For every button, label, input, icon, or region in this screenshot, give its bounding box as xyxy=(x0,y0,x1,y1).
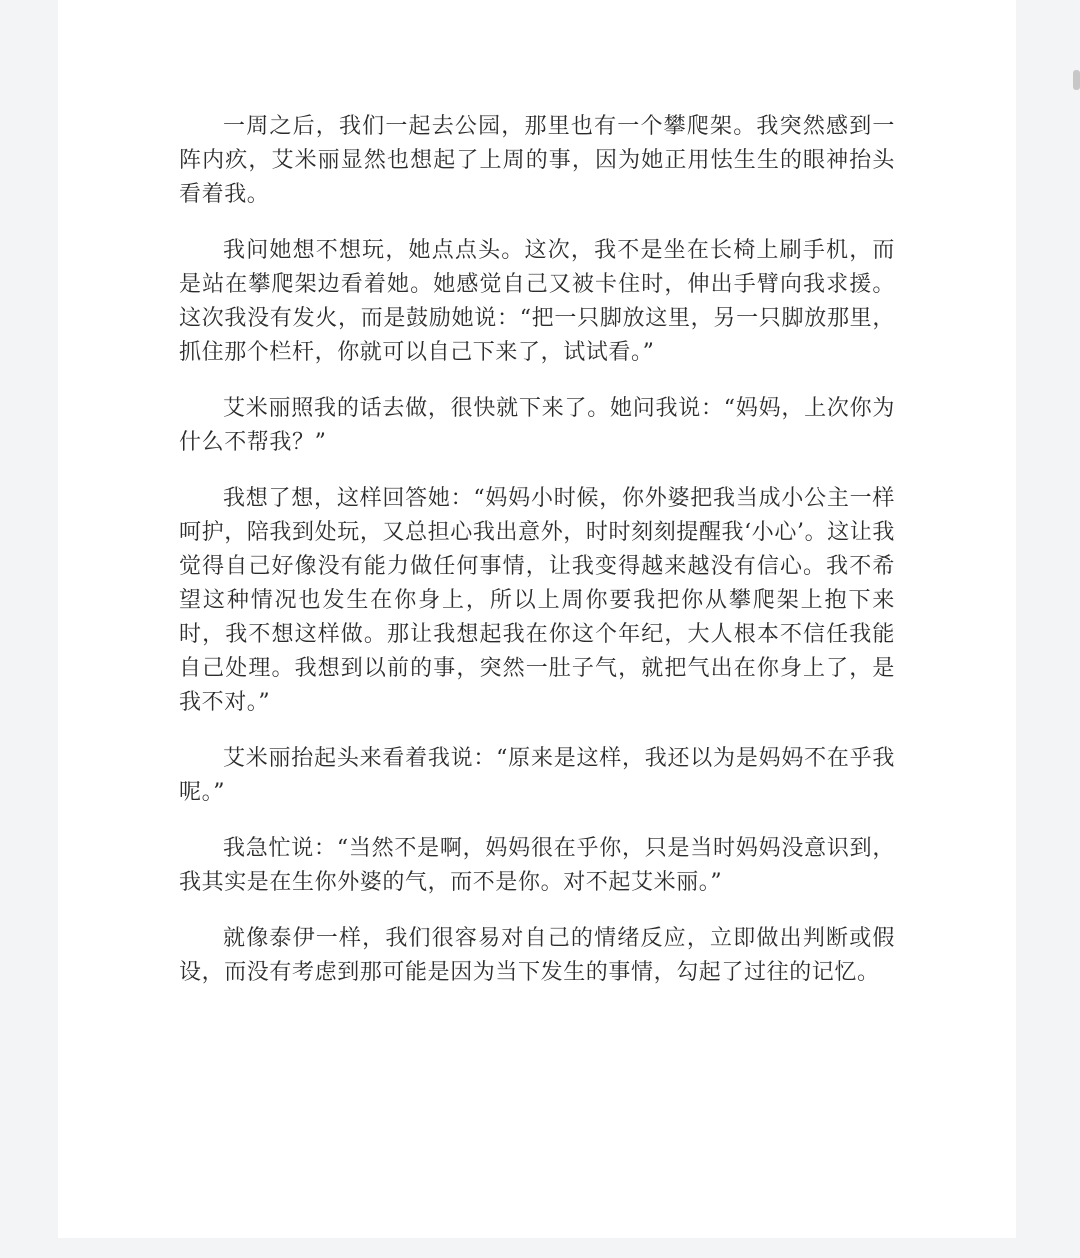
paragraph-6: 我急忙说：“当然不是啊，妈妈很在乎你，只是当时妈妈没意识到，我其实是在生你外婆的气，而不是你。对不起艾米丽。” xyxy=(179,836,895,895)
paragraph-2: 我问她想不想玩，她点点头。这次，我不是坐在长椅上刷手机，而是站在攀爬架边看着她。她感觉自己又被卡住时，伸出手臂向我求援。这次我没有发火，而是鼓励她说：“把一只脚放这里，另一只脚放那里，抓住那个栏杆，你就可以自己下来了，试试看。” xyxy=(179,238,895,365)
article-body xyxy=(179,110,895,1012)
paragraph-1: 一周之后，我们一起去公园，那里也有一个攀爬架。我突然感到一阵内疚，艾米丽显然也想起了上周的事，因为她正用怯生生的眼神抬头看着我。 xyxy=(179,114,895,207)
scrollbar-thumb[interactable] xyxy=(1073,70,1080,90)
paragraph-7: 就像泰伊一样，我们很容易对自己的情绪反应，立即做出判断或假设，而没有考虑到那可能是因为当下发生的事情，勾起了过往的记忆。 xyxy=(179,926,895,985)
paragraph-3: 艾米丽照我的话去做，很快就下来了。她问我说：“妈妈，上次你为什么不帮我？” xyxy=(179,396,895,455)
document-page xyxy=(58,0,1016,1238)
paragraph-4: 我想了想，这样回答她：“妈妈小时候，你外婆把我当成小公主一样呵护，陪我到处玩，又总担心我出意外，时时刻刻提醒我‘小心’。这让我觉得自己好像没有能力做任何事情，让我变得越来越没有信心。我不希望这种情况也发生在你身上，所以上周你要我把你从攀爬架上抱下来时，我不想这样做。那让我想起我在你这个年纪，大人根本不信任我能自己处理。我想到以前的事，突然一肚子气，就把气出在你身上了，是我不对。” xyxy=(179,486,895,715)
paragraph-5: 艾米丽抬起头来看着我说：“原来是这样，我还以为是妈妈不在乎我呢。” xyxy=(179,746,895,805)
